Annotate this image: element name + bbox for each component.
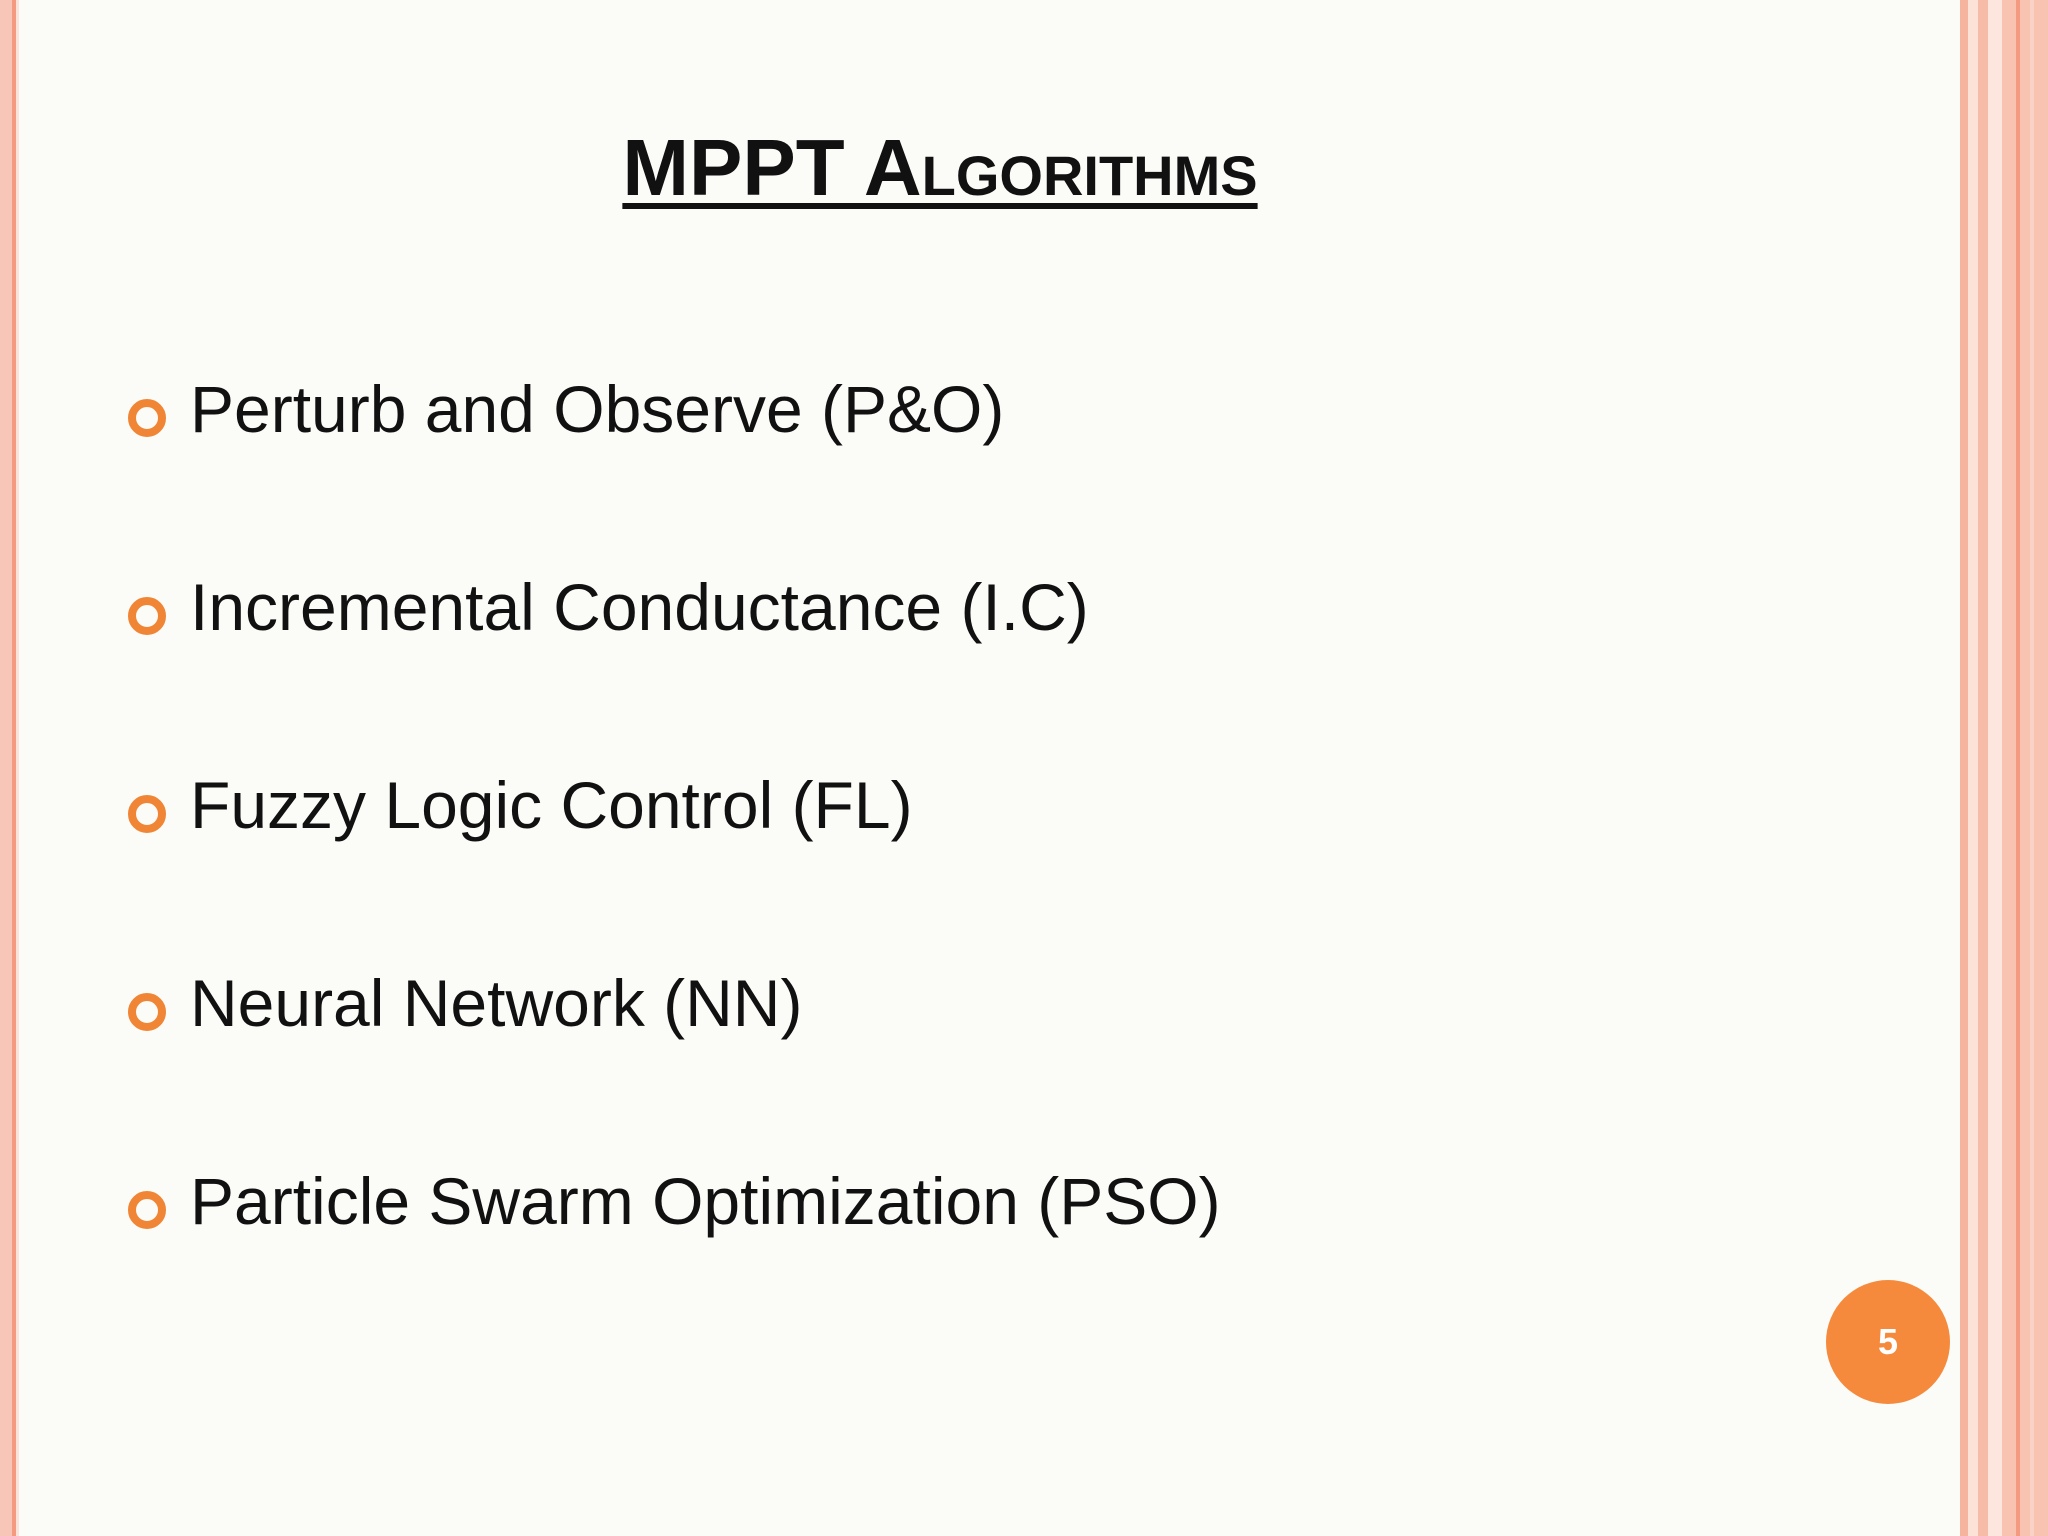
right-border-decoration xyxy=(1960,0,2048,1536)
bullet-list xyxy=(128,365,1728,1355)
page-number-badge: 5 xyxy=(1826,1280,1950,1404)
list-item xyxy=(128,563,1728,761)
bullet-text: Perturb and Observe (P&O) xyxy=(190,372,1005,446)
bullet-text: Particle Swarm Optimization (PSO) xyxy=(190,1164,1221,1238)
ring-bullet-icon xyxy=(128,399,166,437)
slide-title xyxy=(0,118,1880,218)
bullet-text: Fuzzy Logic Control (FL) xyxy=(190,768,913,842)
bullet-text: Incremental Conductance (I.C) xyxy=(190,570,1089,644)
list-item xyxy=(128,365,1728,563)
ring-bullet-icon xyxy=(128,993,166,1031)
ring-bullet-icon xyxy=(128,795,166,833)
bullet-text: Neural Network (NN) xyxy=(190,966,803,1040)
left-border-decoration xyxy=(0,0,30,1536)
ring-bullet-icon xyxy=(128,1191,166,1229)
ring-bullet-icon xyxy=(128,597,166,635)
list-item xyxy=(128,761,1728,959)
list-item xyxy=(128,959,1728,1157)
slide-title-text: MPPT Algorithms xyxy=(622,123,1258,212)
list-item xyxy=(128,1157,1728,1355)
